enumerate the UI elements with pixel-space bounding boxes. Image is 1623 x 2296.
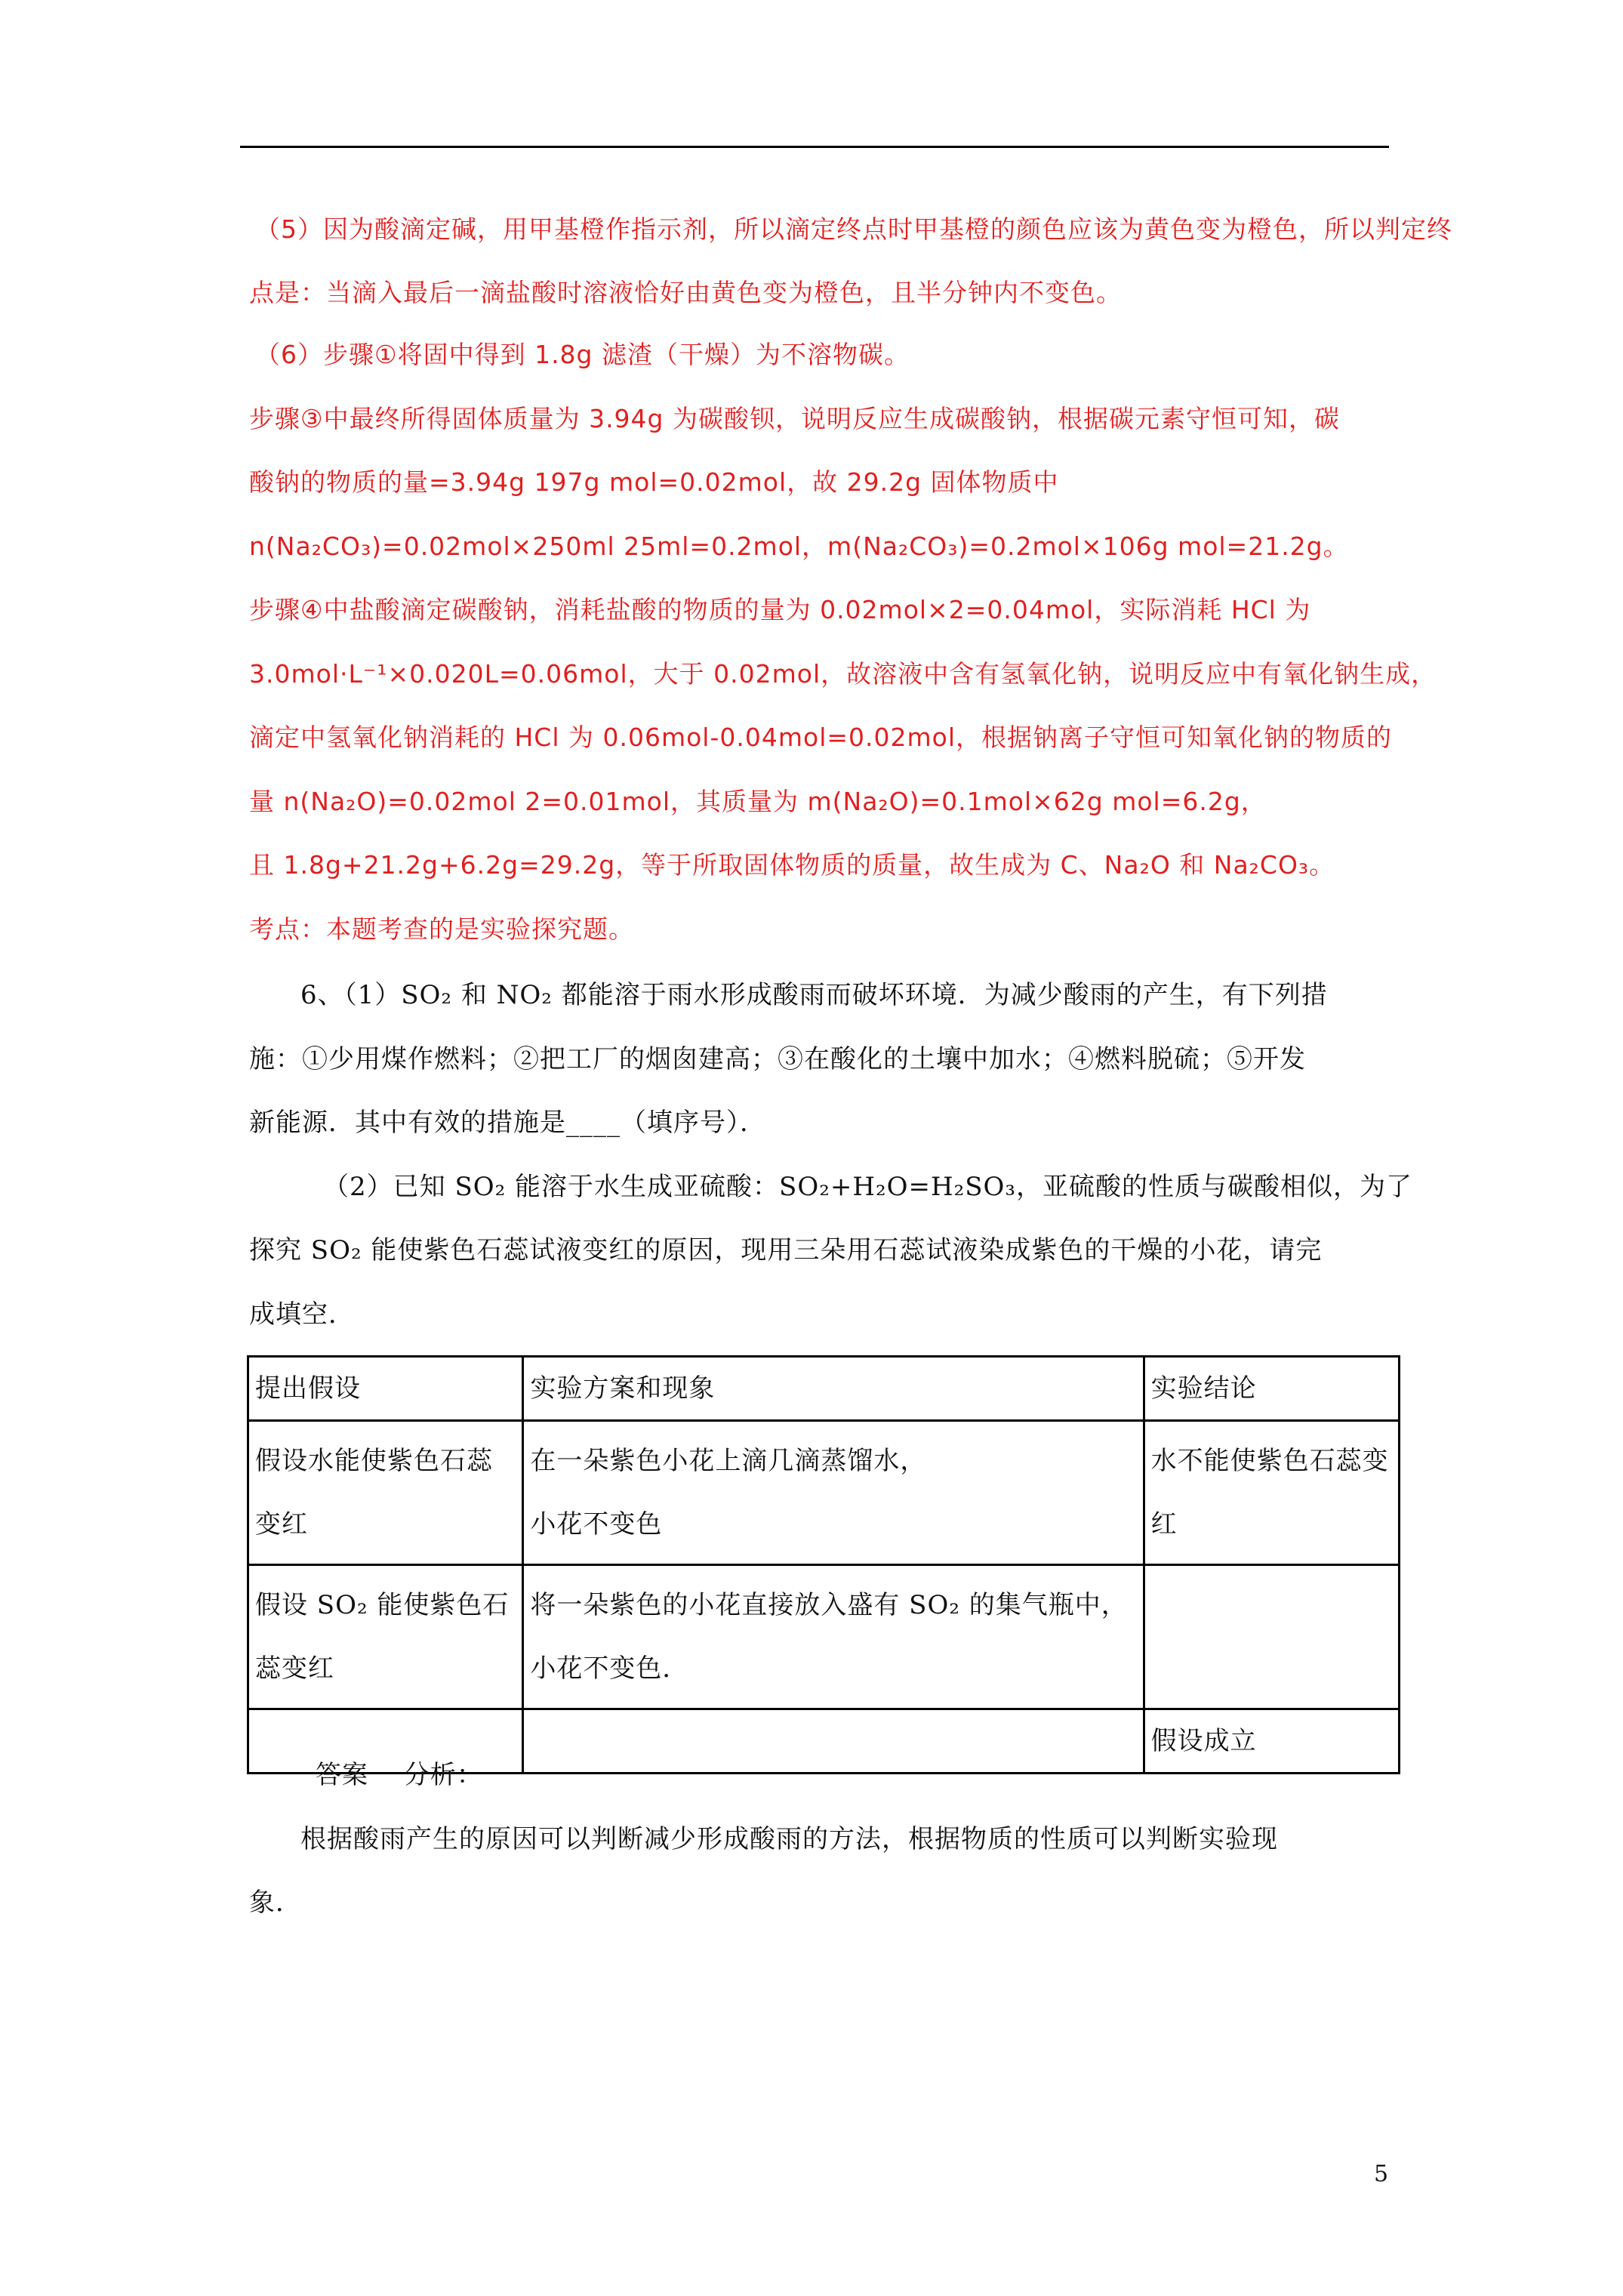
exam-point: 考点：本题考查的是实验探究题。 bbox=[249, 914, 634, 944]
solution-line: （6）步骤①将固中得到 1.8g 滤渣（干燥）为不溶物碳。 bbox=[255, 340, 910, 369]
answer-label: 答案 分析： bbox=[316, 1760, 483, 1790]
analysis-line: 象． bbox=[249, 1888, 302, 1918]
solution-line: （5）因为酸滴定碱，用甲基橙作指示剂，所以滴定终点时甲基橙的颜色应该为黄色变为橙色，所以判定终 bbox=[255, 214, 1452, 244]
table-header-cell: 实验方案和现象 bbox=[523, 1357, 1144, 1421]
solution-line: 酸钠的物质的量=3.94g 197g mol=0.02mol，故 29.2g 固体物质中 bbox=[249, 467, 1059, 497]
table-cell: 水不能使紫色石蕊变红 bbox=[1144, 1421, 1399, 1565]
table-cell: 假设水能使紫色石蕊变红 bbox=[248, 1421, 523, 1565]
table-cell bbox=[523, 1709, 1144, 1774]
question-line: 成填空． bbox=[249, 1299, 355, 1330]
solution-line: 步骤④中盐酸滴定碳酸钠，消耗盐酸的物质的量为 0.02mol×2=0.04mol，实际消耗 HCl 为 bbox=[249, 595, 1311, 624]
question-line: 探究 SO₂ 能使紫色石蕊试液变红的原因，现用三朵用石蕊试液染成紫色的干燥的小花，请完 bbox=[249, 1235, 1323, 1265]
table-row bbox=[248, 1565, 1400, 1709]
table-header-row bbox=[248, 1357, 1400, 1421]
table-header-cell: 提出假设 bbox=[248, 1357, 523, 1421]
question-line: 施：①少用煤作燃料；②把工厂的烟囱建高；③在酸化的土壤中加水；④燃料脱硫；⑤开发 bbox=[249, 1044, 1306, 1074]
solution-line: 量 n(Na₂O)=0.02mol 2=0.01mol，其质量为 m(Na₂O)=0.1mol×62g mol=6.2g， bbox=[249, 787, 1267, 816]
table-cell: 假设成立 bbox=[1144, 1709, 1399, 1774]
table-cell: 将一朵紫色的小花直接放入盛有 SO₂ 的集气瓶中， 小花不变色． bbox=[523, 1565, 1144, 1709]
table-header-cell: 实验结论 bbox=[1144, 1357, 1399, 1421]
solution-line: 点是：当滴入最后一滴盐酸时溶液恰好由黄色变为橙色，且半分钟内不变色。 bbox=[249, 278, 1122, 307]
solution-line: n(Na₂CO₃)=0.02mol×250ml 25ml=0.2mol，m(Na₂CO₃)=0.2mol×106g mol=21.2g。 bbox=[249, 532, 1349, 561]
solution-line: 3.0mol·L⁻¹×0.020L=0.06mol，大于 0.02mol，故溶液中含有氢氧化钠，说明反应中有氧化钠生成， bbox=[249, 659, 1437, 689]
question-line: 新能源．其中有效的措施是____（填序号）． bbox=[249, 1108, 766, 1138]
analysis-line: 根据酸雨产生的原因可以判断减少形成酸雨的方法，根据物质的性质可以判断实验现 bbox=[300, 1824, 1278, 1854]
question-line: 6、（1）SO₂ 和 NO₂ 都能溶于雨水形成酸雨而破坏环境．为减少酸雨的产生，有下列措 bbox=[300, 980, 1328, 1010]
solution-line: 步骤③中最终所得固体质量为 3.94g 为碳酸钡，说明反应生成碳酸钠，根据碳元素守恒可知，碳 bbox=[249, 404, 1340, 433]
page-number: 5 bbox=[1374, 2161, 1389, 2187]
table-cell: 在一朵紫色小花上滴几滴蒸馏水， 小花不变色 bbox=[523, 1421, 1144, 1565]
header-rule bbox=[240, 146, 1389, 148]
table-row bbox=[248, 1421, 1400, 1565]
table-cell: 假设 SO₂ 能使紫色石蕊变红 bbox=[248, 1565, 523, 1709]
question-line: （2）已知 SO₂ 能溶于水生成亚硫酸：SO₂+H₂O=H₂SO₃，亚硫酸的性质与碳酸相似，为了 bbox=[323, 1172, 1413, 1202]
table-cell bbox=[1144, 1565, 1399, 1709]
solution-line: 滴定中氢氧化钠消耗的 HCl 为 0.06mol-0.04mol=0.02mol，根据钠离子守恒可知氧化钠的物质的 bbox=[249, 723, 1392, 752]
experiment-table bbox=[247, 1355, 1400, 1774]
solution-line: 且 1.8g+21.2g+6.2g=29.2g，等于所取固体物质的质量，故生成为 C、Na₂O 和 Na₂CO₃。 bbox=[249, 850, 1335, 880]
